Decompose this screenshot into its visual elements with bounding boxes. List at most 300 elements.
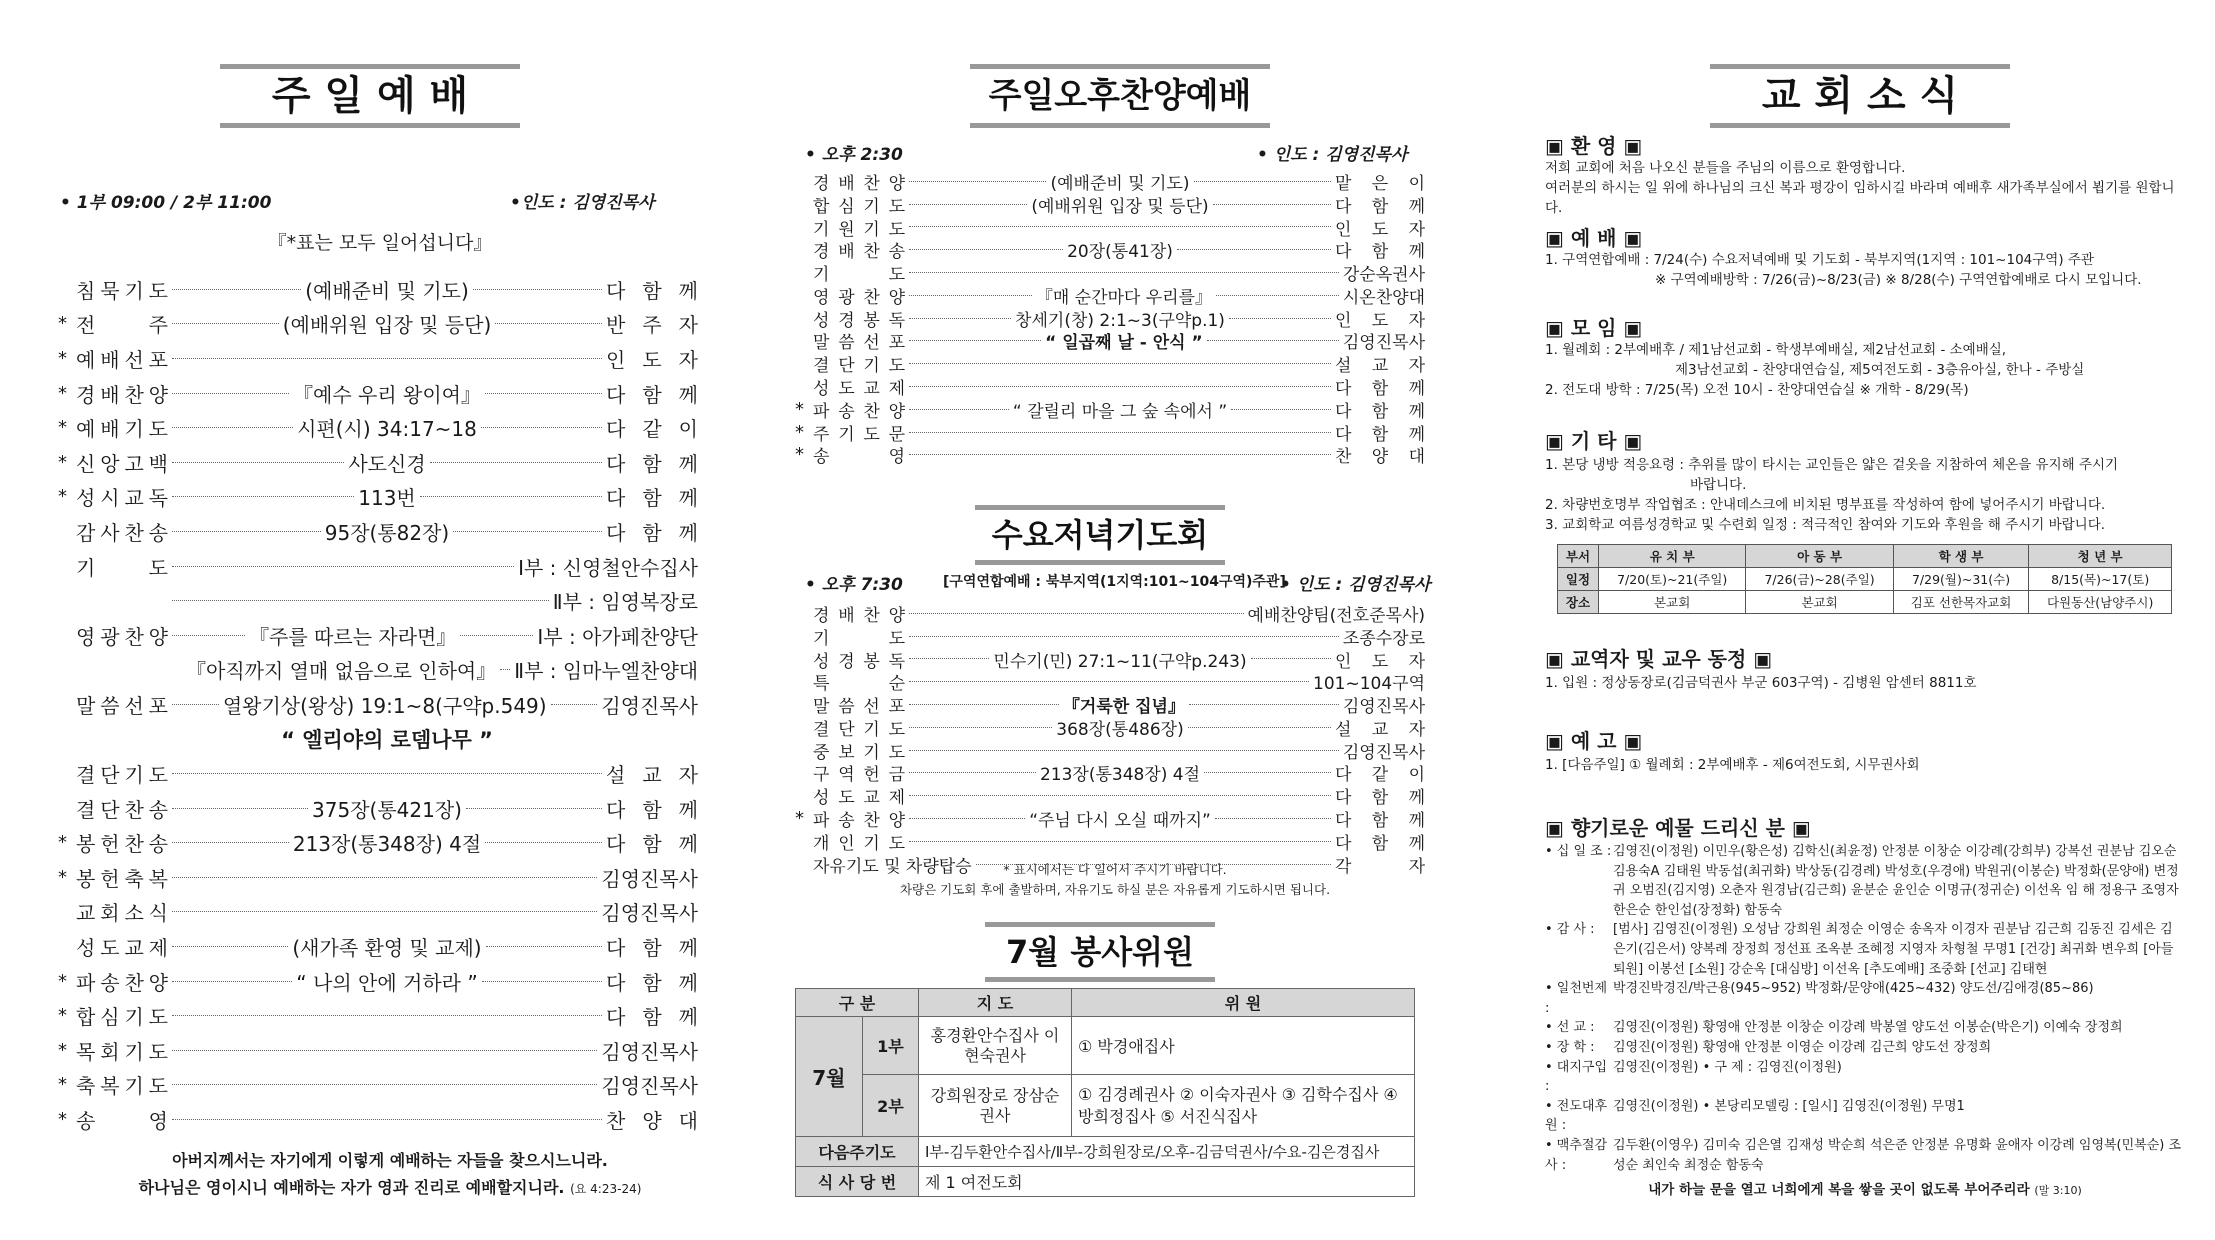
order-leader: 인 도 자: [1335, 219, 1425, 240]
camp-cell: 다원동산(남양주시): [2029, 591, 2172, 614]
order-row: [795, 398, 1425, 421]
order-leader: 다 함 께: [606, 382, 698, 407]
camp-cell: 7/20(토)~21(주일): [1599, 568, 1746, 591]
offering-category: • 대지구입 :: [1545, 1059, 1608, 1095]
offering-names: 김영진(이정원) • 본당리모델링 : [일시] 김영진(이정원) 무명1: [1613, 1098, 1965, 1114]
order-leader: 반 주 자: [606, 313, 698, 338]
order-mark: *: [58, 1074, 67, 1096]
order-leader: 다 같 이: [1335, 765, 1426, 786]
order-name: 축 복 기 도: [76, 1074, 168, 1099]
order-row: [795, 762, 1425, 785]
offering-row: [1545, 1018, 2185, 1038]
etc-heading: ▣ 기 타 ▣: [1545, 429, 1643, 453]
offering-category: • 감 사 :: [1545, 922, 1595, 938]
camp-schedule-table: [1557, 544, 2172, 614]
etc-line-1: 1. 본당 냉방 적응요령 : 추위를 많이 타시는 교인들은 얇은 겉옷을 지참하여 체온을 유지해 주시기: [1545, 457, 2119, 473]
order-name: 말 씀 선 포: [813, 697, 905, 718]
order-leader: [601, 897, 698, 926]
order-name: 파 송 찬 양: [76, 970, 168, 995]
camp-cell: 일정: [1558, 568, 1599, 591]
leader-dots: [1251, 658, 1331, 659]
leader-dots: [909, 658, 989, 659]
order-leader: 찬 양 대: [1335, 447, 1425, 468]
order-row: [795, 307, 1425, 330]
order-row: [795, 284, 1425, 307]
worship-line-2: ※ 구역예배방학 : 7/26(금)~8/23(금) ※ 8/28(수) 구역연합예배로 다시 모입니다.: [1655, 272, 2142, 288]
order-name: 경 배 찬 송: [813, 242, 905, 263]
offering-names: 김영진(이정원) 황영애 안정분 이창순 이강례 박봉열 양도선 이봉순(박은기) 이예숙 장정희: [1613, 1020, 2123, 1036]
leader-dots: [909, 249, 1063, 250]
order-leader: 다 함 께: [606, 451, 698, 476]
leader-dots: [909, 795, 1331, 796]
guide-2: 강희원장로 장삼순권사: [919, 1075, 1072, 1137]
camp-cell: 김포 선한목자교회: [1893, 591, 2029, 614]
order-row: [795, 693, 1425, 716]
meeting-line-2: 제3남선교회 - 찬양대연습실, 제5여전도회 - 3층유아실, 한나 - 주방실: [1675, 362, 2085, 378]
camp-cell: 장소: [1558, 591, 1599, 614]
order-content: (새가족 환영 및 교제): [292, 936, 482, 961]
leader-dots: [172, 635, 245, 636]
order-row: [58, 376, 698, 411]
order-name: 결 단 기 도: [813, 356, 905, 377]
order-name: 봉 헌 찬 송: [76, 832, 168, 857]
bottom-verse-ref: (말 3:10): [2034, 1184, 2082, 1197]
order-leader: [601, 690, 698, 719]
order-content: 『주를 따르는 자라면』: [249, 624, 457, 649]
order-content: 213장(통348장) 4절: [1039, 765, 1201, 786]
order-name: 중 보 기 도: [813, 742, 905, 763]
order-name: 기 원 기 도: [813, 219, 905, 240]
offering-names: [범사] 김영진(이정원) 오성남 강희원 최정순 이영순 송옥자 이경자 권분남 김근희 김동진 김세은 김은기(김은서) 양복례 장정희 정선표 조옥분 조혜정 지영자 차형철 무명1 [건강] 최귀화 변우희 [아들퇴원] 이봉선 [소원] 강순옥 [대심방] 이선옥 [추도예배] 조중화 [선교] 김태현: [1613, 922, 2174, 977]
leader-dots: [909, 272, 1339, 273]
order-name: 성 도 교 제: [76, 936, 168, 961]
leader-dots: [500, 669, 510, 670]
leader-dots: [453, 531, 602, 532]
order-content: 113번: [358, 486, 416, 511]
order-leader: 다 함 께: [606, 936, 698, 961]
table-row: [796, 1137, 1415, 1167]
sunday-verse-2-text: 하나님은 영이시니 예배하는 자가 영과 진리로 예배할지니라.: [138, 1178, 565, 1197]
order-row: [795, 261, 1425, 284]
leader-dots: [172, 393, 289, 394]
offering-category: • 맥추절감사 :: [1545, 1137, 1608, 1173]
order-row: [58, 514, 698, 549]
order-name: 합 심 기 도: [813, 196, 905, 217]
order-leader-text: 김영진목사: [1342, 697, 1425, 718]
order-mark: *: [795, 444, 804, 466]
order-row: [58, 445, 698, 480]
volunteers-header-row: [796, 989, 1415, 1017]
order-row: [795, 238, 1425, 261]
leader-dots: [1204, 772, 1331, 773]
order-leader: [1248, 601, 1425, 626]
guide-1: 홍경환안수집사 이현숙권사: [919, 1017, 1072, 1075]
order-row: [58, 480, 698, 515]
order-leader: [1343, 624, 1425, 649]
order-leader-text: 강순옥권사: [1342, 265, 1425, 286]
leader-dots: [909, 386, 1331, 387]
order-name: 예 배 선 포: [76, 347, 168, 372]
order-name: 경 배 찬 양: [76, 382, 168, 407]
leader-dots: [909, 772, 1036, 773]
leader-dots: [430, 462, 602, 463]
leader-dots: [172, 1084, 597, 1085]
order-name: 송 영: [76, 1109, 168, 1134]
order-content: (예배위원 입장 및 등단): [282, 313, 492, 338]
order-row: [58, 583, 698, 618]
order-row: [58, 1033, 698, 1068]
order-leader: 다 함 께: [606, 520, 698, 545]
order-content: (예배준비 및 기도): [305, 278, 469, 303]
order-name: 특 순: [813, 674, 905, 695]
order-leader: [1343, 260, 1425, 285]
order-row: [795, 170, 1425, 193]
leader-dots: [172, 427, 293, 428]
standing-note: 『*표는 모두 일어섭니다』: [267, 232, 493, 254]
order-row: [58, 653, 698, 688]
order-row: [795, 625, 1425, 648]
order-mark: *: [58, 1109, 67, 1131]
volunteers-title: 7월 봉사위원: [985, 922, 1215, 982]
wednesday-footnote-1: * 표시에서는 다 일어서 주시기 바랍니다.: [1003, 862, 1227, 877]
order-row: [795, 216, 1425, 239]
order-mark: *: [58, 451, 67, 473]
afternoon-title: 주일오후찬양예배: [970, 64, 1270, 128]
leader-dots: [172, 531, 321, 532]
offering-names: 김영진(이정원) 황영애 안정분 이영순 이강례 김근희 양도선 장정희: [1613, 1039, 1992, 1055]
leader-dots: [473, 289, 602, 290]
order-row: [795, 421, 1425, 444]
offering-row: [1545, 1038, 2185, 1058]
order-content: 사도신경: [348, 451, 426, 476]
leader-dots: [485, 842, 602, 843]
leader-dots: [172, 946, 288, 947]
order-content: 열왕기상(왕상) 19:1~8(구약p.549): [222, 693, 547, 718]
order-name: 성 도 교 제: [813, 788, 905, 809]
order-row: [58, 860, 698, 895]
leader-dots: [909, 363, 1331, 364]
order-leader: [514, 655, 698, 684]
order-row: [58, 756, 698, 791]
order-row: [795, 602, 1425, 625]
order-row: [795, 670, 1425, 693]
sunday-leader: •인도 : 김영진목사: [510, 193, 655, 213]
order-leader: 다 함 께: [1335, 811, 1425, 832]
order-row: [58, 826, 698, 861]
order-leader-text: 김영진목사: [601, 901, 698, 926]
worship-line-1: 1. 구역연합예배 : 7/24(수) 수요저녁예배 및 기도회 - 북부지역(1지역 : 101~104구역) 주관: [1545, 252, 2094, 268]
camp-cell: 유 치 부: [1599, 545, 1746, 568]
order-leader-text: Ⅰ부 : 아가페찬양단: [537, 624, 698, 649]
order-leader: [601, 863, 698, 892]
offering-names: 박경진박경진/박근용(945~952) 박정화/문양애(425~432) 양도선/김애경(85~86): [1613, 981, 2094, 997]
order-leader: 다 함 께: [1335, 788, 1425, 809]
order-content: 95장(통82장): [324, 520, 450, 545]
order-row: [58, 998, 698, 1033]
order-content: 『예수 우리 왕이여』: [293, 382, 481, 407]
sunday-time: • 1부 09:00 / 2부 11:00: [60, 193, 272, 213]
order-name: 기 도: [813, 628, 905, 649]
worship-body: [1545, 250, 2185, 290]
order-row: [58, 895, 698, 930]
staff-line-1: 1. 입원 : 정상동장로(김금덕권사 부군 603구역) - 김병원 암센터 8811호: [1545, 675, 1977, 691]
leader-dots: [909, 818, 1025, 819]
table-row: [1558, 591, 2172, 614]
offering-category: • 전도대후원 :: [1545, 1098, 1608, 1134]
order-leader: 각 자: [1335, 856, 1425, 877]
leader-dots: [172, 911, 597, 912]
wednesday-leader: • 인도 : 김영진목사: [1280, 575, 1431, 595]
offering-row: [1545, 1136, 2185, 1175]
order-row: [58, 1068, 698, 1103]
order-content: 375장(통421장): [312, 797, 462, 822]
order-row: [58, 722, 698, 757]
members-1: ① 박경애집사: [1072, 1017, 1415, 1075]
leader-dots: [909, 432, 1331, 433]
order-row: [795, 830, 1425, 853]
order-name: 감 사 찬 송: [76, 520, 168, 545]
order-content: 『매 순간마다 우리를』: [1035, 287, 1213, 308]
order-row: [58, 1102, 698, 1137]
leader-dots: [1216, 295, 1339, 296]
volunteers-month: 7월: [796, 1017, 863, 1137]
order-mark: *: [58, 382, 67, 404]
leader-dots: [172, 773, 602, 774]
order-row: [58, 272, 698, 307]
order-mark: *: [795, 808, 804, 830]
offering-category: • 선 교 :: [1545, 1020, 1595, 1036]
order-leader-text: 예배찬양팀(전호준목사): [1247, 605, 1425, 626]
order-name: 개 인 기 도: [813, 833, 905, 854]
leader-dots: [909, 340, 1041, 341]
offering-row: [1545, 1058, 2185, 1097]
leader-dots: [172, 1119, 602, 1120]
meeting-heading: ▣ 모 임 ▣: [1545, 316, 1643, 340]
order-name: 봉 헌 축 복: [76, 866, 168, 891]
order-mark: *: [58, 866, 67, 888]
order-leader: [518, 552, 698, 581]
header-division: 구 분: [796, 989, 919, 1017]
part-1: 1부: [862, 1017, 918, 1075]
order-mark: *: [58, 417, 67, 439]
leader-dots: [495, 323, 602, 324]
wednesday-order-list: [795, 602, 1425, 876]
leader-dots: [1194, 181, 1331, 182]
leader-dots: [1215, 818, 1331, 819]
order-name: 합 심 기 도: [76, 1005, 168, 1030]
leader-dots: [909, 318, 1011, 319]
wednesday-footnote-2: 차량은 기도회 후에 출발하며, 자유기도 하실 분은 자유롭게 기도하시면 됩니다.: [899, 882, 1331, 897]
order-leader: 맡 은 이: [1335, 173, 1425, 194]
leader-dots: [909, 454, 1331, 455]
order-content: “ 갈릴리 마을 그 숲 속에서 ”: [1012, 401, 1228, 422]
leader-dots: [1213, 204, 1331, 205]
leader-dots: [909, 613, 1244, 614]
bottom-verse: [1605, 1178, 2125, 1198]
afternoon-order-list: [795, 170, 1425, 466]
order-name-text: 자유기도 및 차량탑승: [813, 856, 972, 877]
order-leader: 다 함 께: [606, 832, 698, 857]
order-name: 전 주: [76, 313, 168, 338]
order-row: [795, 807, 1425, 830]
order-row: [58, 929, 698, 964]
order-leader: 설 교 자: [1335, 719, 1425, 740]
leader-dots: [172, 600, 549, 601]
order-leader: 다 함 께: [1335, 833, 1425, 854]
notice-line-1: 1. [다음주일] ① 월례회 : 2부예배후 - 제6여전도회, 시무권사회: [1545, 757, 1920, 773]
order-leader: 다 함 께: [1335, 379, 1425, 400]
order-name: 구 역 헌 금: [813, 765, 905, 786]
offering-row: [1545, 1097, 2185, 1136]
next-prayer: Ⅰ부-김두환안수집사/Ⅱ부-강희원장로/오후-김금덕권사/수요-김은경집사: [919, 1137, 1415, 1167]
order-row: [795, 444, 1425, 467]
leader-dots: [172, 1015, 602, 1016]
order-leader: [1343, 738, 1425, 763]
leader-dots: [172, 704, 219, 705]
leader-dots: [466, 808, 602, 809]
order-name: 경 배 찬 양: [813, 173, 905, 194]
leader-dots: [1231, 409, 1331, 410]
camp-cell: 학 생 부: [1893, 545, 2029, 568]
sunday-order-list: [58, 272, 698, 1137]
order-row: [795, 375, 1425, 398]
camp-cell: 8/15(목)~17(토): [2029, 568, 2172, 591]
order-name: 결 단 기 도: [813, 719, 905, 740]
order-content: 창세기(창) 2:1~3(구약p.1): [1015, 310, 1225, 331]
order-leader: 다 함 께: [606, 970, 698, 995]
leader-dots: [460, 635, 533, 636]
header-members: 위 원: [1072, 989, 1415, 1017]
order-leader: [601, 1070, 698, 1099]
sunday-column: [40, 0, 720, 1240]
notice-heading: ▣ 예 고 ▣: [1545, 729, 1643, 753]
order-content: 213장(통348장) 4절: [292, 832, 482, 857]
meeting-line-3: 2. 전도대 방학 : 7/25(목) 오전 10시 - 찬양대연습실 ※ 개학 - 8/29(목): [1545, 382, 1969, 398]
order-leader: 다 함 께: [606, 486, 698, 511]
order-leader: 다 함 께: [606, 278, 698, 303]
camp-cell: 청 년 부: [2029, 545, 2172, 568]
order-mark: *: [58, 313, 67, 335]
etc-line-1b: 바랍니다.: [1690, 477, 1747, 493]
order-leader: [601, 1036, 698, 1065]
order-name: 목 회 기 도: [76, 1039, 168, 1064]
order-mark: *: [58, 347, 67, 369]
leader-dots: [172, 496, 354, 497]
sunday-title: 주 일 예 배: [220, 64, 520, 128]
afternoon-leader: • 인도 : 김영진목사: [1257, 145, 1408, 165]
order-content: (예배준비 및 기도): [1050, 173, 1190, 194]
order-leader-text: 김영진목사: [601, 1074, 698, 1099]
sunday-verse-1: 아버지께서는 자기에게 이렇게 예배하는 자들을 찾으시느니라.: [172, 1151, 608, 1170]
leader-dots: [172, 462, 344, 463]
order-content: “ 일곱째 날 - 안식 ”: [1045, 333, 1203, 354]
table-row: [1558, 568, 2172, 591]
offering-row: [1545, 979, 2185, 1018]
staff-heading: ▣ 교역자 및 교우 동정 ▣: [1545, 647, 1773, 671]
order-content: “주님 다시 오실 때까지”: [1029, 811, 1211, 832]
welcome-line-1: 저희 교회에 처음 나오신 분들을 주님의 이름으로 환영합니다.: [1545, 160, 1906, 176]
order-row: [58, 618, 698, 653]
leader-dots: [909, 681, 1309, 682]
table-row: [796, 1017, 1415, 1075]
order-leader: [1343, 328, 1425, 353]
offering-category: • 장 학 :: [1545, 1039, 1595, 1055]
order-name: 교 회 소 식: [76, 901, 168, 926]
table-row: [1558, 545, 2172, 568]
leader-dots: [172, 566, 514, 567]
camp-cell: 7/26(금)~28(주일): [1746, 568, 1893, 591]
order-leader: [553, 586, 698, 615]
leader-dots: [172, 981, 292, 982]
leader-dots: [172, 877, 597, 878]
leader-dots: [172, 323, 279, 324]
offering-names: 김두환(이영우) 김미숙 김은열 김재성 박순희 석은준 안정분 유명화 윤애자 이강례 임영복(민복순) 조성순 최인숙 최정순 함동숙: [1613, 1137, 2182, 1173]
order-name: 경 배 찬 양: [813, 605, 905, 626]
order-name: 결 단 찬 송: [76, 797, 168, 822]
meal-label: 식 사 당 번: [796, 1167, 919, 1197]
order-name: 파 송 찬 양: [813, 811, 905, 832]
meeting-line-1: 1. 월례회 : 2부예배후 / 제1남선교회 - 학생부예배실, 제2남선교회 - 소예배실,: [1545, 342, 2007, 358]
leader-dots: [909, 841, 1331, 842]
order-row: [58, 410, 698, 445]
order-leader: 다 함 께: [1335, 424, 1425, 445]
leader-dots: [172, 842, 289, 843]
etc-body: [1545, 455, 2185, 535]
order-leader-text: 김영진목사: [1342, 742, 1425, 763]
middle-column: [795, 0, 1435, 1240]
offering-row: [1545, 920, 2185, 979]
order-leader-text: Ⅱ부 : 임영복장로: [552, 590, 698, 615]
news-column: [1545, 0, 2185, 1240]
leader-dots: [1207, 340, 1339, 341]
order-mark: *: [795, 421, 804, 443]
leader-dots: [909, 750, 1339, 751]
order-leader: 설 교 자: [1335, 356, 1425, 377]
order-row: [795, 784, 1425, 807]
order-name: 말 씀 선 포: [76, 693, 168, 718]
order-row: [58, 964, 698, 999]
order-leader: 다 함 께: [1335, 242, 1426, 263]
order-content: “ 나의 안에 거하라 ”: [296, 970, 478, 995]
sunday-verse-ref: (요 4:23-24): [570, 1182, 642, 1196]
order-leader-text: 김영진목사: [601, 866, 698, 891]
leader-dots: [486, 946, 602, 947]
volunteers-table: [795, 988, 1415, 1197]
order-content: 『거룩한 집념』: [1062, 697, 1185, 718]
camp-cell: 본교회: [1599, 591, 1746, 614]
leader-dots: [172, 808, 308, 809]
order-leader: 다 함 께: [1335, 196, 1425, 217]
order-name: 송 영: [813, 447, 905, 468]
order-leader: 다 함 께: [606, 797, 698, 822]
worship-heading: ▣ 예 배 ▣: [1545, 226, 1643, 250]
leader-dots: [909, 204, 1027, 205]
table-row: [796, 1167, 1415, 1197]
offering-names: 김영진(이정원) • 구 제 : 김영진(이정원): [1613, 1059, 1842, 1075]
order-mark: *: [58, 970, 67, 992]
leader-dots: [909, 704, 1059, 705]
order-leader-text: 시온찬양대: [1342, 287, 1425, 308]
bottom-verse-text: 내가 하늘 문을 열고 너희에게 복을 쌓을 곳이 없도록 부어주리라: [1648, 1182, 2030, 1198]
part-2: 2부: [862, 1075, 918, 1137]
order-leader: 인 도 자: [606, 347, 698, 372]
camp-cell: 본교회: [1746, 591, 1893, 614]
order-name: 침 묵 기 도: [76, 278, 168, 303]
order-name: 예 배 기 도: [76, 417, 168, 442]
order-leader: 찬 양 대: [606, 1109, 698, 1134]
order-row: [795, 716, 1425, 739]
order-leader: 다 같 이: [606, 417, 698, 442]
